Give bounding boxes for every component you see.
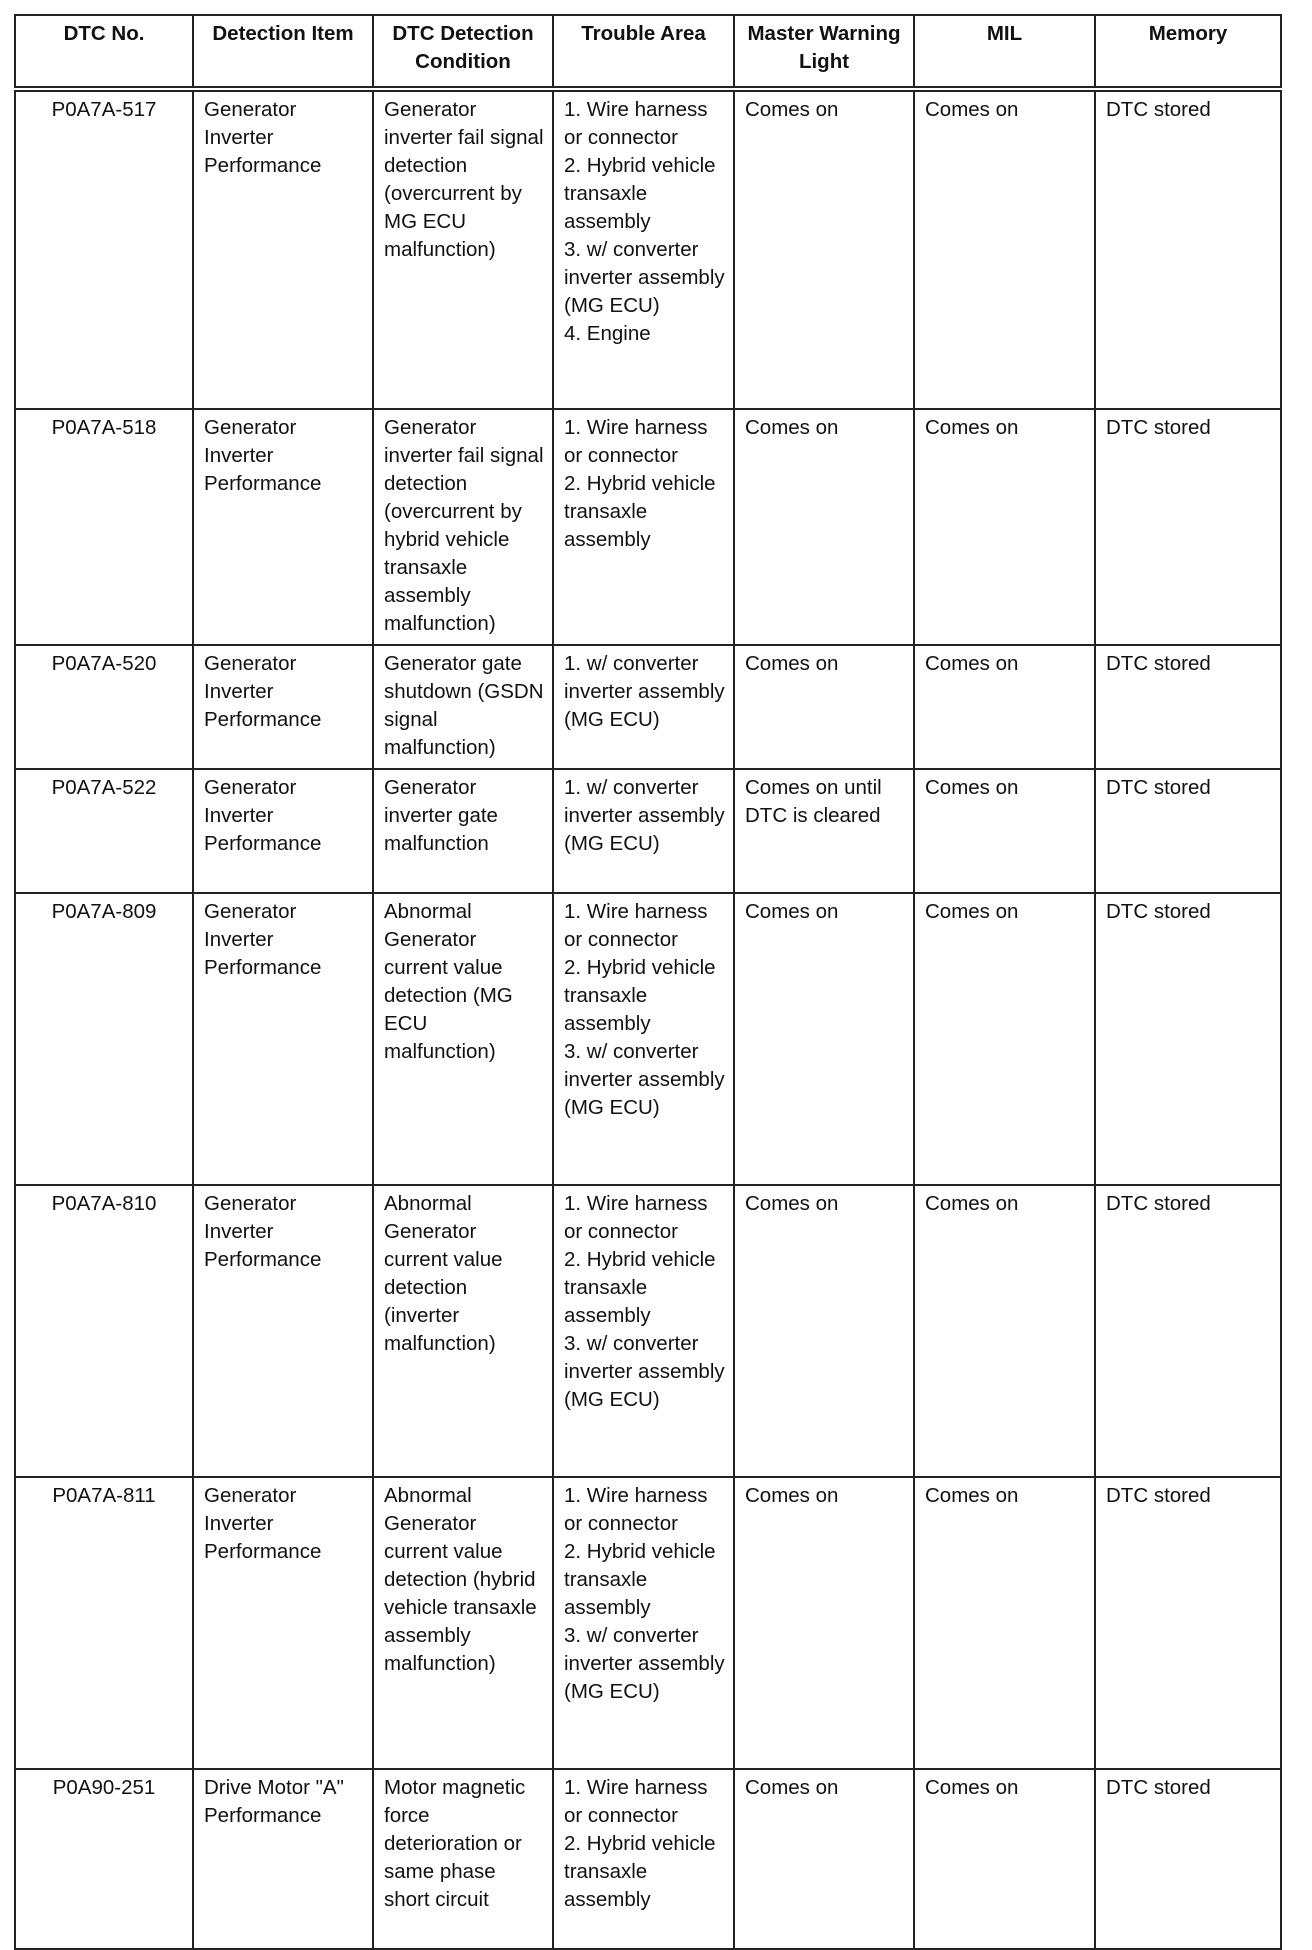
trouble-area: 1. w/ converter inverter assembly (MG ECU) — [553, 645, 734, 769]
mil-status: Comes on — [914, 893, 1095, 1185]
mil-status: Comes on — [914, 1477, 1095, 1769]
detection-item: Generator Inverter Performance — [193, 409, 373, 645]
memory-status: DTC stored — [1095, 1769, 1281, 1949]
dtc-code: P0A7A-522 — [15, 769, 193, 893]
mil-status: Comes on — [914, 769, 1095, 893]
detection-condition: Generator inverter fail signal detection (overcurrent by MG ECU malfunction) — [373, 89, 553, 409]
detection-condition: Abnormal Generator current value detection (hybrid vehicle transaxle assembly malfunction) — [373, 1477, 553, 1769]
table-row — [15, 769, 1281, 893]
trouble-area: 1. Wire harness or connector 2. Hybrid vehicle transaxle assembly 3. w/ converter inverter assembly (MG ECU) 4. Engine — [553, 89, 734, 409]
detection-condition: Motor magnetic force deterioration or same phase short circuit — [373, 1769, 553, 1949]
table-header-row — [15, 15, 1281, 89]
memory-status: DTC stored — [1095, 645, 1281, 769]
table-row — [15, 893, 1281, 1185]
detection-item: Generator Inverter Performance — [193, 89, 373, 409]
dtc-code: P0A7A-810 — [15, 1185, 193, 1477]
header-trouble-area: Trouble Area — [553, 15, 734, 89]
header-dtc-no: DTC No. — [15, 15, 193, 89]
detection-item: Drive Motor "A" Performance — [193, 1769, 373, 1949]
table-row — [15, 89, 1281, 409]
mil-status: Comes on — [914, 1185, 1095, 1477]
memory-status: DTC stored — [1095, 1185, 1281, 1477]
mil-status: Comes on — [914, 645, 1095, 769]
header-detection-item: Detection Item — [193, 15, 373, 89]
detection-condition: Abnormal Generator current value detection (inverter malfunction) — [373, 1185, 553, 1477]
detection-condition: Generator gate shutdown (GSDN signal malfunction) — [373, 645, 553, 769]
memory-status: DTC stored — [1095, 89, 1281, 409]
memory-status: DTC stored — [1095, 893, 1281, 1185]
master-warning-light: Comes on — [734, 1185, 914, 1477]
header-mil: MIL — [914, 15, 1095, 89]
detection-item: Generator Inverter Performance — [193, 893, 373, 1185]
master-warning-light: Comes on — [734, 1477, 914, 1769]
detection-item: Generator Inverter Performance — [193, 645, 373, 769]
detection-condition: Generator inverter gate malfunction — [373, 769, 553, 893]
detection-item: Generator Inverter Performance — [193, 1185, 373, 1477]
memory-status: DTC stored — [1095, 1477, 1281, 1769]
dtc-code: P0A7A-811 — [15, 1477, 193, 1769]
mil-status: Comes on — [914, 409, 1095, 645]
master-warning-light: Comes on — [734, 409, 914, 645]
trouble-area: 1. Wire harness or connector 2. Hybrid vehicle transaxle assembly 3. w/ converter inverter assembly (MG ECU) — [553, 1185, 734, 1477]
dtc-table — [14, 14, 1282, 1950]
master-warning-light: Comes on — [734, 89, 914, 409]
dtc-code: P0A7A-518 — [15, 409, 193, 645]
master-warning-light: Comes on until DTC is cleared — [734, 769, 914, 893]
table-row — [15, 1769, 1281, 1949]
dtc-code: P0A7A-809 — [15, 893, 193, 1185]
master-warning-light: Comes on — [734, 893, 914, 1185]
mil-status: Comes on — [914, 89, 1095, 409]
table-row — [15, 1477, 1281, 1769]
trouble-area: 1. Wire harness or connector 2. Hybrid vehicle transaxle assembly — [553, 409, 734, 645]
master-warning-light: Comes on — [734, 645, 914, 769]
trouble-area: 1. Wire harness or connector 2. Hybrid vehicle transaxle assembly — [553, 1769, 734, 1949]
header-master-warning-light: Master Warning Light — [734, 15, 914, 89]
memory-status: DTC stored — [1095, 769, 1281, 893]
detection-item: Generator Inverter Performance — [193, 769, 373, 893]
mil-status: Comes on — [914, 1769, 1095, 1949]
memory-status: DTC stored — [1095, 409, 1281, 645]
master-warning-light: Comes on — [734, 1769, 914, 1949]
table-row — [15, 409, 1281, 645]
trouble-area: 1. w/ converter inverter assembly (MG ECU) — [553, 769, 734, 893]
dtc-code: P0A90-251 — [15, 1769, 193, 1949]
dtc-code: P0A7A-517 — [15, 89, 193, 409]
detection-condition: Abnormal Generator current value detection (MG ECU malfunction) — [373, 893, 553, 1185]
table-row — [15, 645, 1281, 769]
trouble-area: 1. Wire harness or connector 2. Hybrid vehicle transaxle assembly 3. w/ converter inverter assembly (MG ECU) — [553, 1477, 734, 1769]
trouble-area: 1. Wire harness or connector 2. Hybrid vehicle transaxle assembly 3. w/ converter inverter assembly (MG ECU) — [553, 893, 734, 1185]
table-row — [15, 1185, 1281, 1477]
detection-condition: Generator inverter fail signal detection (overcurrent by hybrid vehicle transaxle assembly malfunction) — [373, 409, 553, 645]
header-detection-condition: DTC Detection Condition — [373, 15, 553, 89]
dtc-code: P0A7A-520 — [15, 645, 193, 769]
header-memory: Memory — [1095, 15, 1281, 89]
detection-item: Generator Inverter Performance — [193, 1477, 373, 1769]
